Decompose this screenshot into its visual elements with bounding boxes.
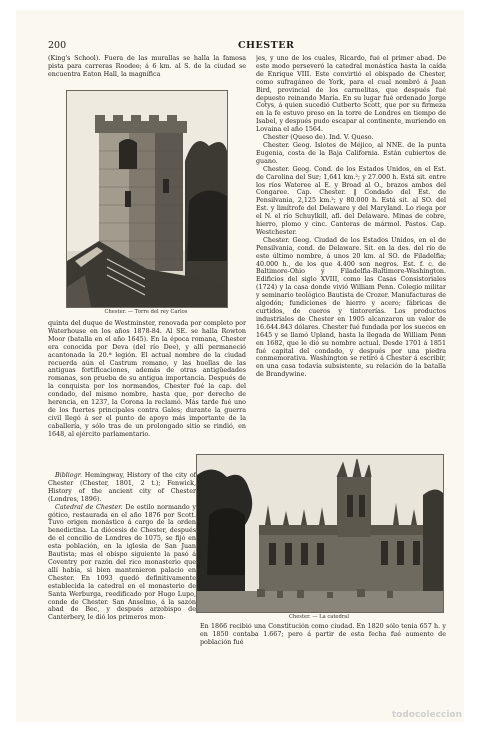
left-column-bottom-text [48,472,196,704]
left-column-mid-text [48,320,246,472]
right-column-top-text [256,55,446,448]
cathedral-illustration [197,455,443,612]
paragraph: Chester (Queso de). Ind. V. Queso. [263,134,374,142]
bibliography-label: Bibliogr. [55,472,83,479]
left-column-top-text [48,55,246,87]
page-number: 200 [48,40,67,51]
paragraph: quinta del duque de Westminster, renovada por completo por Waterhouse en los años 1878-84. Al SE. se halla Rowton Moor (batalla en el año 1645). En la época romana, Chester era conocida por Deva (del río Dee), y allí permaneció acantonada la 20.ª legión. El actual nombre de la ciudad recuerda aún el Castrum romano, y las huellas de las antiguas fortificaciones, además de otras antigüedades romanas, son prueba de su antigua importancia. Después de la conquista por los normandos, Chester fué la cap. del condado, del mismo nombre, hasta que, por derecho de herencia, en 1237, la Corona la reclamó. Más tarde fué uno de los fuertes principales contra Gales; durante la guerra civil llegó á ser el punto de apoyo más importante de la caballería, y sólo tras de un prolongado sitio se rindió, en 1648, al ejército parlamentario. [48,320,246,438]
bibliography-text: Hemingway, History of the city of Chester (Chester, 1801, 2 t.); Fenwick, History of the ancient city of Chester (Londres, 1896). [48,472,196,503]
page-header [48,40,440,54]
tower-photograph [66,90,228,308]
running-title: CHESTER [238,40,295,51]
paragraph: En 1866 recibió una Constitución como ciudad. En 1820 sólo tenía 657 h. y en 1850 contaba 1.667; pero á partir de esta fecha fué aumento de población fué [200,623,446,646]
paragraph: Chester. Geog. Ciudad de los Estados Unidos, en el de Pensilvania, cond. de Delaware. Sit. en la des. del río de este último nombre, á unos 20 km. al SO. de Filadelfia; 40.000 h., de los que 4.400 son negros. Est. f. c. de Baltimore-Ohio y Filadelfia-Baltimore-Washington. Edificios del siglo XVIII, como las Casas Consistoriales (1724) y la casa donde vivió William Penn. Colegio militar y seminario teológico Bautista de Crozer. Manufacturas de algodón; fundiciones de hierro y acero; fábricas de curtidos, de cueros y tintorerías. Los productos industriales de Chester en 1905 alcanzaron un valor de 16.644.843 dólares. Chester fué fundada por los suecos en 1645 y se llamó Upland, hasta la llegada de William Penn en 1682, que le dió su nombre actual. Desde 1701 á 1851 fué capital del condado, y después por una piedra conmemorativa. Washington se retiró á Chester á escribir, en una casa todavía subsistente, su relación de la batalla de Brandywine. [256,236,446,379]
watermark: todocoleccion [391,710,462,720]
tower-caption: Chester. — Torre del rey Carlos [104,309,188,315]
paragraph: (King's School). Fuera de las murallas se halla la famosa pista para carreras Roodee; á 6 km. al S. de la ciudad se encuentra Eaton Hall, la magnífica [48,55,246,78]
tower-illustration [67,91,227,307]
cathedral-photograph [196,454,444,613]
paragraph: Chester. Geog. Islotes de Méjico, al NNE. de la punta Eugenia, costa de la Baja California. Están cubiertos de guano. [256,141,446,165]
paragraph: jes, y uno de los cuales, Ricardo, fué el primer abad. De este modo perseveró la catedral monástica hasta la caída de Enrique VIII. Este convirtió el obispado de Chester, como sufragáneo de York, para el cual nombró á Juan Bird, provincial de los carmelitas, que después fué depuesto reinando María. En su lugar fué ordenado Jorge Cotys, á quien sucedió Cutberto Scott, que por su firmeza en la fe estuvo preso en la torre de Londres en tiempo de Isabel, y después pudo escapar al continente, muriendo en Lovaina el año 1564. [256,55,446,134]
cathedral-text: De estilo normando y gótico, restaurada en el año 1876 por Scott. Tuvo origen monástico á cargo de la orden benedictina. La diócesis de Chester, después de el concilio de Londres de 1075, se fijó en esta población, en la iglesia de San Juan Bautista; mas el obispo siguiente la pasó á Coventry por razón del rico monasterio que allí había, si bien mantenieron palacio en Chester. En 1093 quedó definitivamente establecida la catedral en el monasterio de Santa Werburga, reedificado por Hugo Lupo, conde de Chester. San Anselmo, á la sazón abad de Bec, y después arzobispo de Canterbery, le dió los primeros mon- [48,503,196,622]
right-column-bottom-text [200,623,446,647]
book-page [16,10,464,722]
cathedral-heading: Catedral de Chester. [55,503,123,511]
paragraph: Chester. Geog. Cond. de los Estados Unidos, en el Est. de Carolina del Sur; 1,641 km.²; y 27.000 h. Está sit. entre los ríos Wateree al E. y Broad al O., brazos ambos del Congaree. Cap. Chester. ‖ Condado del Est. de Pensilvania, 2,125 km.²; y 80.000 h. Está sit. al SO. del Est. y limítrofe del Delaware y del Maryland. Lo riega por el N. el río Schuylkill, afl. del Delaware. Minas de cobre, hierro, plomo y cinc. Canteras de mármol. Pastos. Cap. Westchester. [256,165,446,236]
cathedral-caption: Chester. — La catedral [288,614,350,620]
